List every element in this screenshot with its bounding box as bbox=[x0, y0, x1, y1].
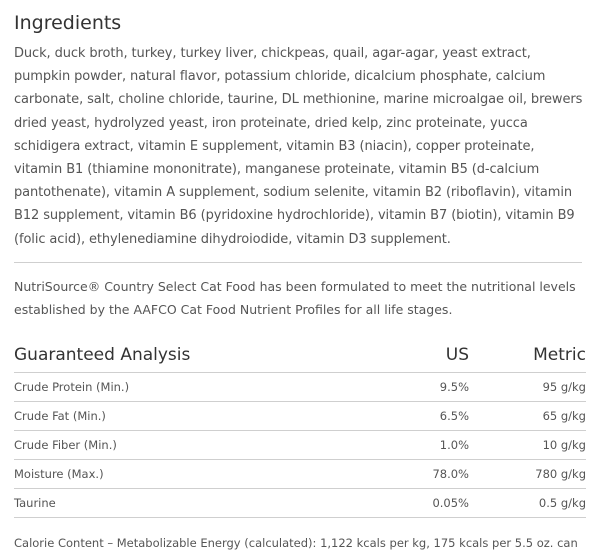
table-row bbox=[14, 430, 586, 459]
metric-value: 780 g/kg bbox=[469, 459, 586, 488]
guaranteed-analysis-table bbox=[14, 344, 586, 518]
guaranteed-analysis-heading: Guaranteed Analysis bbox=[14, 344, 304, 373]
nutrient-name: Moisture (Max.) bbox=[14, 459, 304, 488]
table-row bbox=[14, 459, 586, 488]
us-value: 1.0% bbox=[304, 430, 469, 459]
metric-value: 0.5 g/kg bbox=[469, 488, 586, 517]
nutrient-name: Crude Fiber (Min.) bbox=[14, 430, 304, 459]
analysis-header-row bbox=[14, 344, 586, 373]
metric-value: 10 g/kg bbox=[469, 430, 586, 459]
metric-value: 65 g/kg bbox=[469, 401, 586, 430]
aafco-statement: NutriSource® Country Select Cat Food has been formulated to meet the nutritional levels established by the AAFCO Cat Food Nutrient Profiles for all life stages. bbox=[14, 278, 576, 317]
nutrient-name: Taurine bbox=[14, 488, 304, 517]
table-row bbox=[14, 488, 586, 517]
ingredients-list: Duck, duck broth, turkey, turkey liver, chickpeas, quail, agar-agar, yeast extract, pumpkin powder, natural flavor, potassium chloride, dicalcium phosphate, calcium carbonate, salt, choline chloride, taurine, DL methionine, marine microalgae oil, brewers dried yeast, hydrolyzed yeast, iron proteinate, dried kelp, zinc proteinate, yucca schidigera extract, vitamin E supplement, vitamin B3 (niacin), copper proteinate, vitamin B1 (thiamine mononitrate), manganese proteinate, vitamin B5 (d-calcium pantothenate), vitamin A supplement, sodium selenite, vitamin B2 (riboflavin), vitamin B12 supplement, vitamin B6 (pyridoxine hydrochloride), vitamin B7 (biotin), vitamin B9 (folic acid), ethylenediamine dihydroiodide, vitamin D3 supplement. bbox=[14, 46, 583, 247]
ingredients-heading: Ingredients bbox=[14, 12, 122, 34]
table-row bbox=[14, 401, 586, 430]
us-value: 0.05% bbox=[304, 488, 469, 517]
metric-value: 95 g/kg bbox=[469, 372, 586, 401]
us-column-header: US bbox=[304, 344, 469, 373]
nutrient-name: Crude Fat (Min.) bbox=[14, 401, 304, 430]
metric-column-header: Metric bbox=[469, 344, 586, 373]
calorie-content: Calorie Content – Metabolizable Energy (calculated): 1,122 kcals per kg, 175 kcals per 5.5 oz. can bbox=[14, 535, 578, 550]
nutrient-name: Crude Protein (Min.) bbox=[14, 372, 304, 401]
us-value: 9.5% bbox=[304, 372, 469, 401]
us-value: 78.0% bbox=[304, 459, 469, 488]
table-row bbox=[14, 372, 586, 401]
us-value: 6.5% bbox=[304, 401, 469, 430]
section-divider bbox=[14, 262, 582, 263]
